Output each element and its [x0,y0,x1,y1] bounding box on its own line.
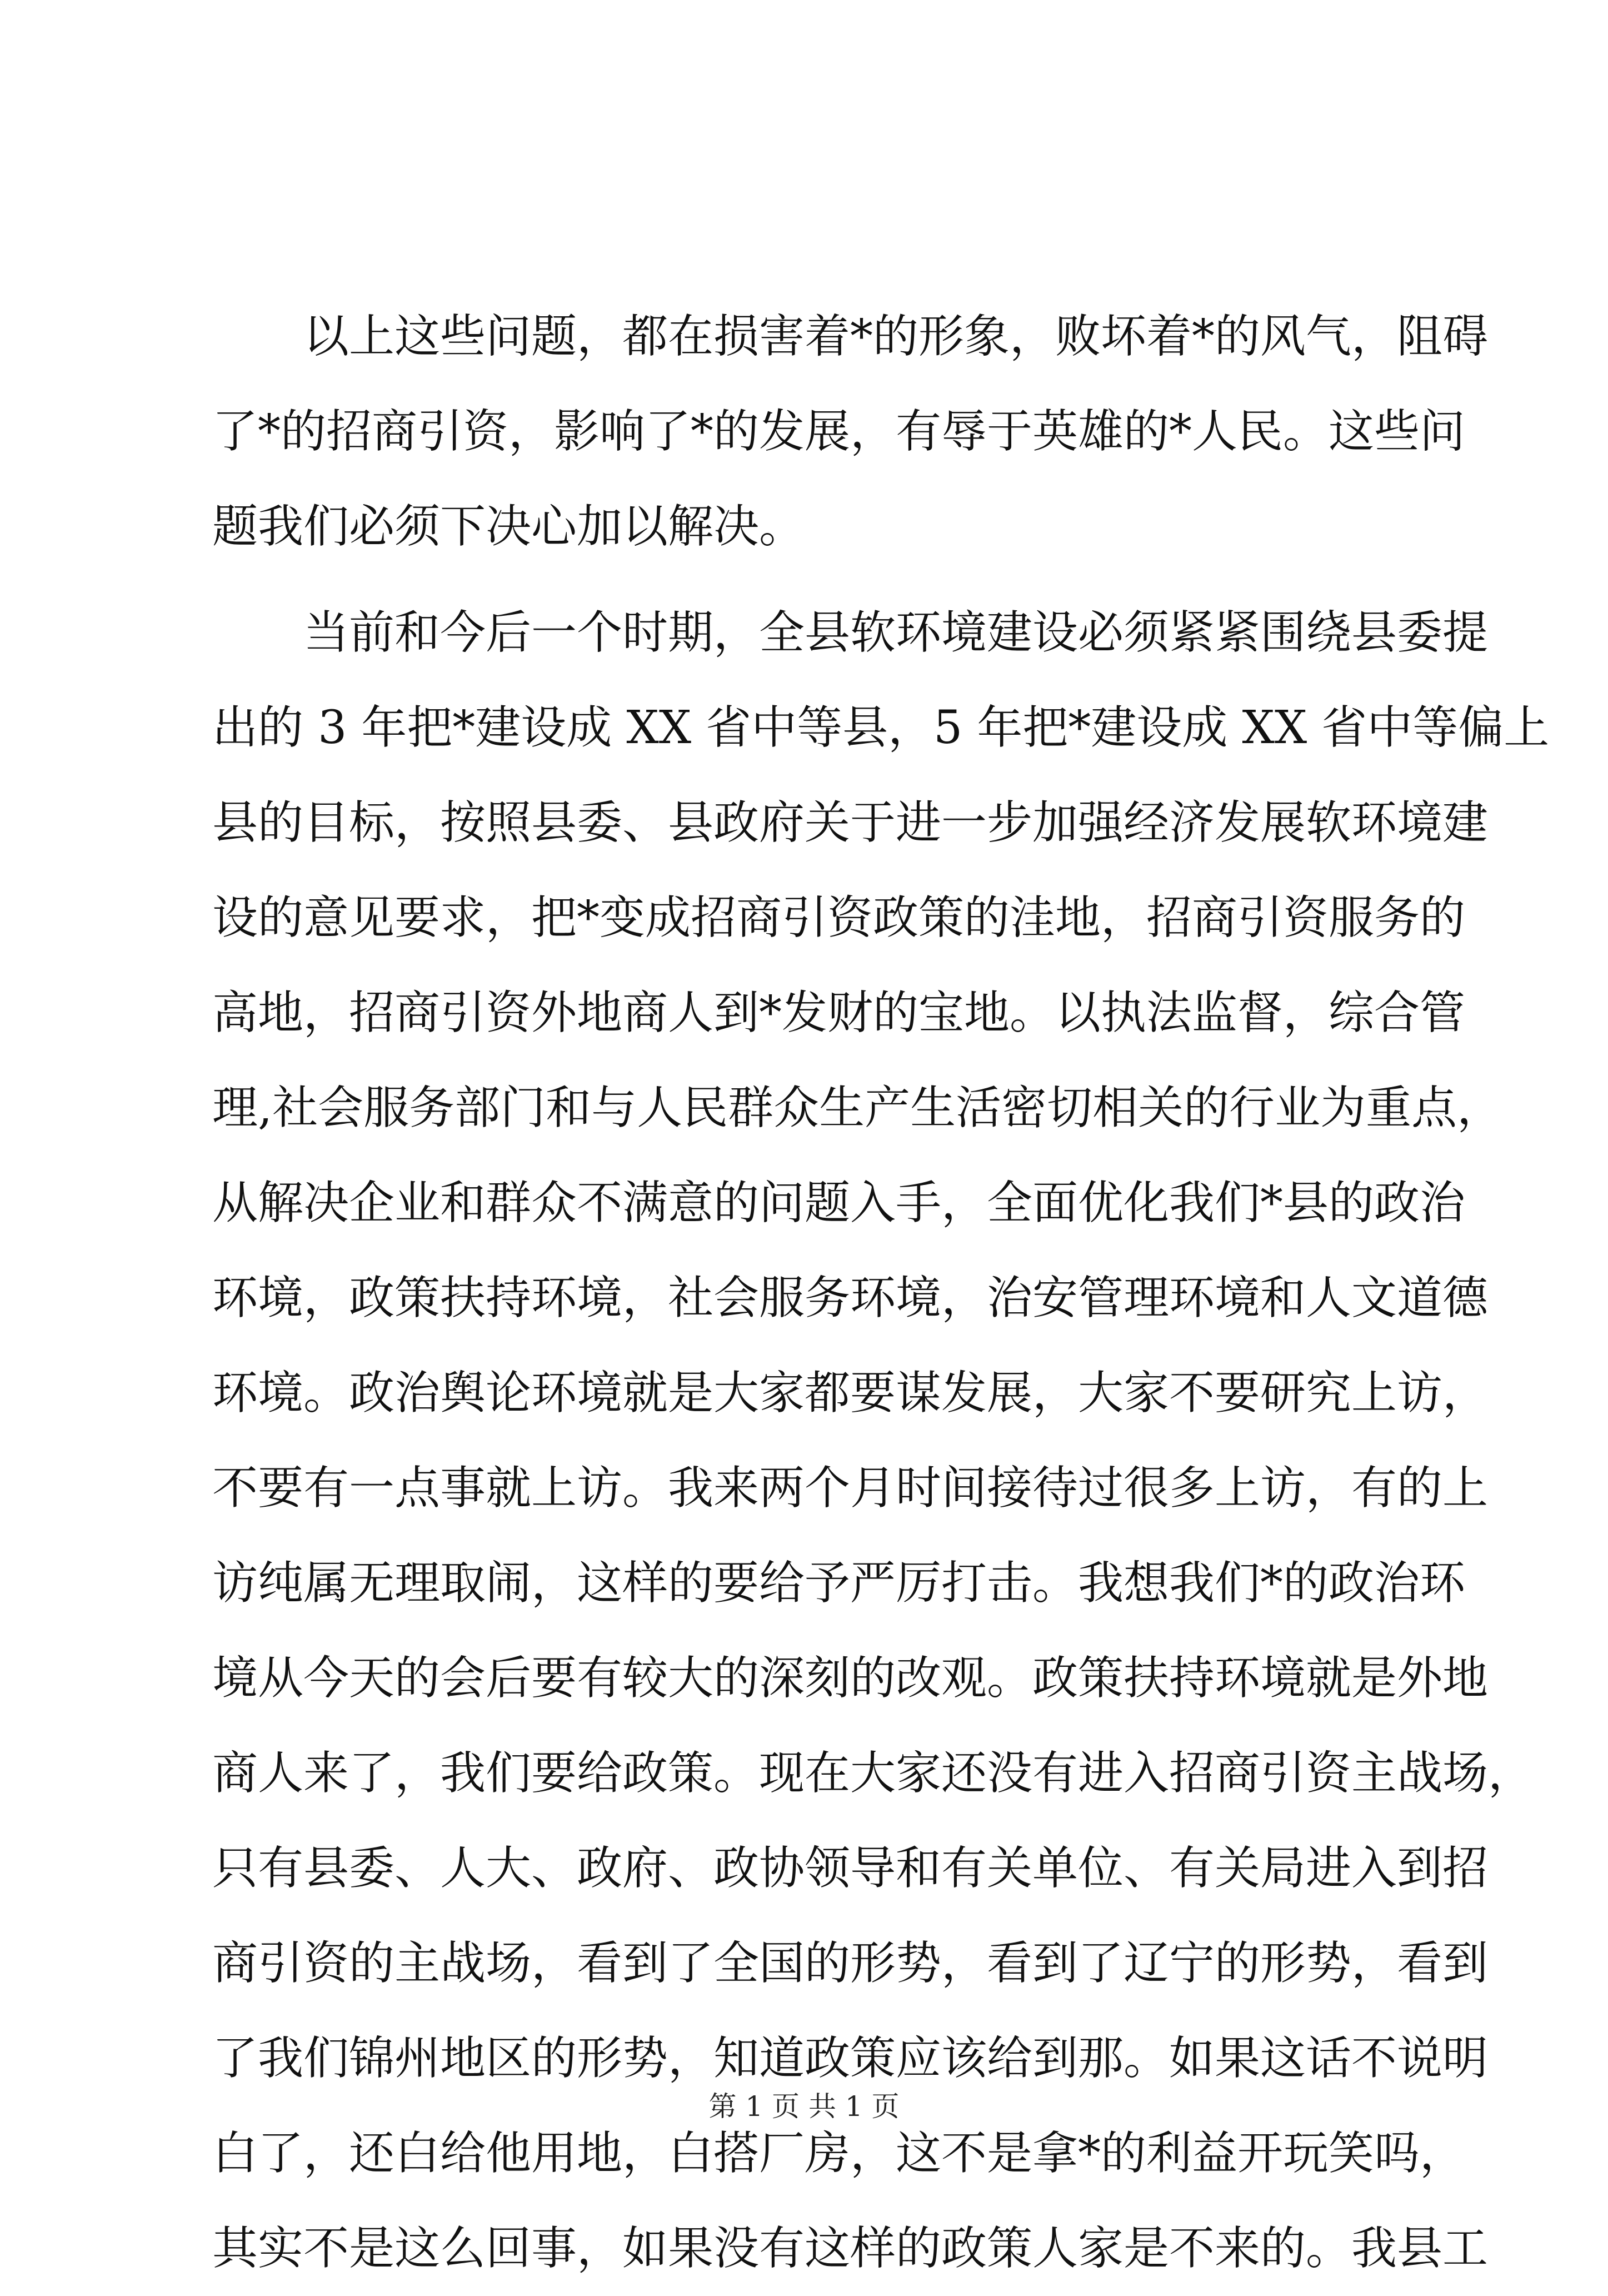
text-line: 不要有一点事就上访。我来两个月时间接待过很多上访，有的上 [212,1462,1489,1515]
text-line: 出的 3 年把*建设成 XX 省中等县，5 年把*建设成 XX 省中等偏上 [212,701,1550,754]
paragraph-1 [212,289,1489,574]
text-line: 设的意见要求，把*变成招商引资政策的洼地，招商引资服务的 [212,891,1466,944]
text-line: 题我们必须下决心加以解决。 [212,500,805,553]
text-line: 其实不是这么回事，如果没有这样的政策人家是不来的。我县工 [212,2222,1489,2275]
text-line: 了我们锦州地区的形势，知道政策应该给到那。如果这话不说明 [212,2032,1489,2085]
text-line: 从解决企业和群众不满意的问题入手，全面优化我们*县的政治 [212,1177,1466,1229]
text-line: 以上这些问题，都在损害着*的形象，败坏着*的风气，阻碍 [303,310,1489,363]
paragraph-2 [212,585,1550,2296]
text-line: 理,社会服务部门和与人民群众生产生活密切相关的行业为重点， [212,1082,1503,1134]
text-line: 商人来了，我们要给政策。现在大家还没有进入招商引资主战场， [212,1747,1534,1800]
text-line: 白了，还白给他用地，白搭厂房，这不是拿*的利益开玩笑吗， [212,2127,1466,2180]
text-line: 当前和今后一个时期，全县软环境建设必须紧紧围绕县委提 [303,606,1489,659]
text-line: 商引资的主战场，看到了全国的形势，看到了辽宁的形势，看到 [212,1937,1489,1990]
text-line: 了*的招商引资，影响了*的发展，有辱于英雄的*人民。这些问 [212,405,1466,458]
text-line: 只有县委、人大、政府、政协领导和有关单位、有关局进入到招 [212,1842,1489,1895]
text-line: 高地，招商引资外地商人到*发财的宝地。以执法监督，综合管 [212,987,1466,1039]
text-line: 县的目标，按照县委、县政府关于进一步加强经济发展软环境建 [212,796,1489,849]
text-line: 境从今天的会后要有较大的深刻的改观。政策扶持环境就是外地 [212,1652,1489,1705]
document-body [212,289,1550,2296]
text-line: 环境。政治舆论环境就是大家都要谋发展，大家不要研究上访， [212,1367,1489,1420]
text-line: 访纯属无理取闹，这样的要给予严厉打击。我想我们*的政治环 [212,1557,1466,1610]
paragraph-gap [212,574,1407,585]
page-number-label: 第 1 页 共 1 页 [708,2090,900,2123]
text-line: 环境，政策扶持环境，社会服务环境，治安管理环境和人文道德 [212,1272,1489,1324]
page-footer [0,2087,1608,2126]
